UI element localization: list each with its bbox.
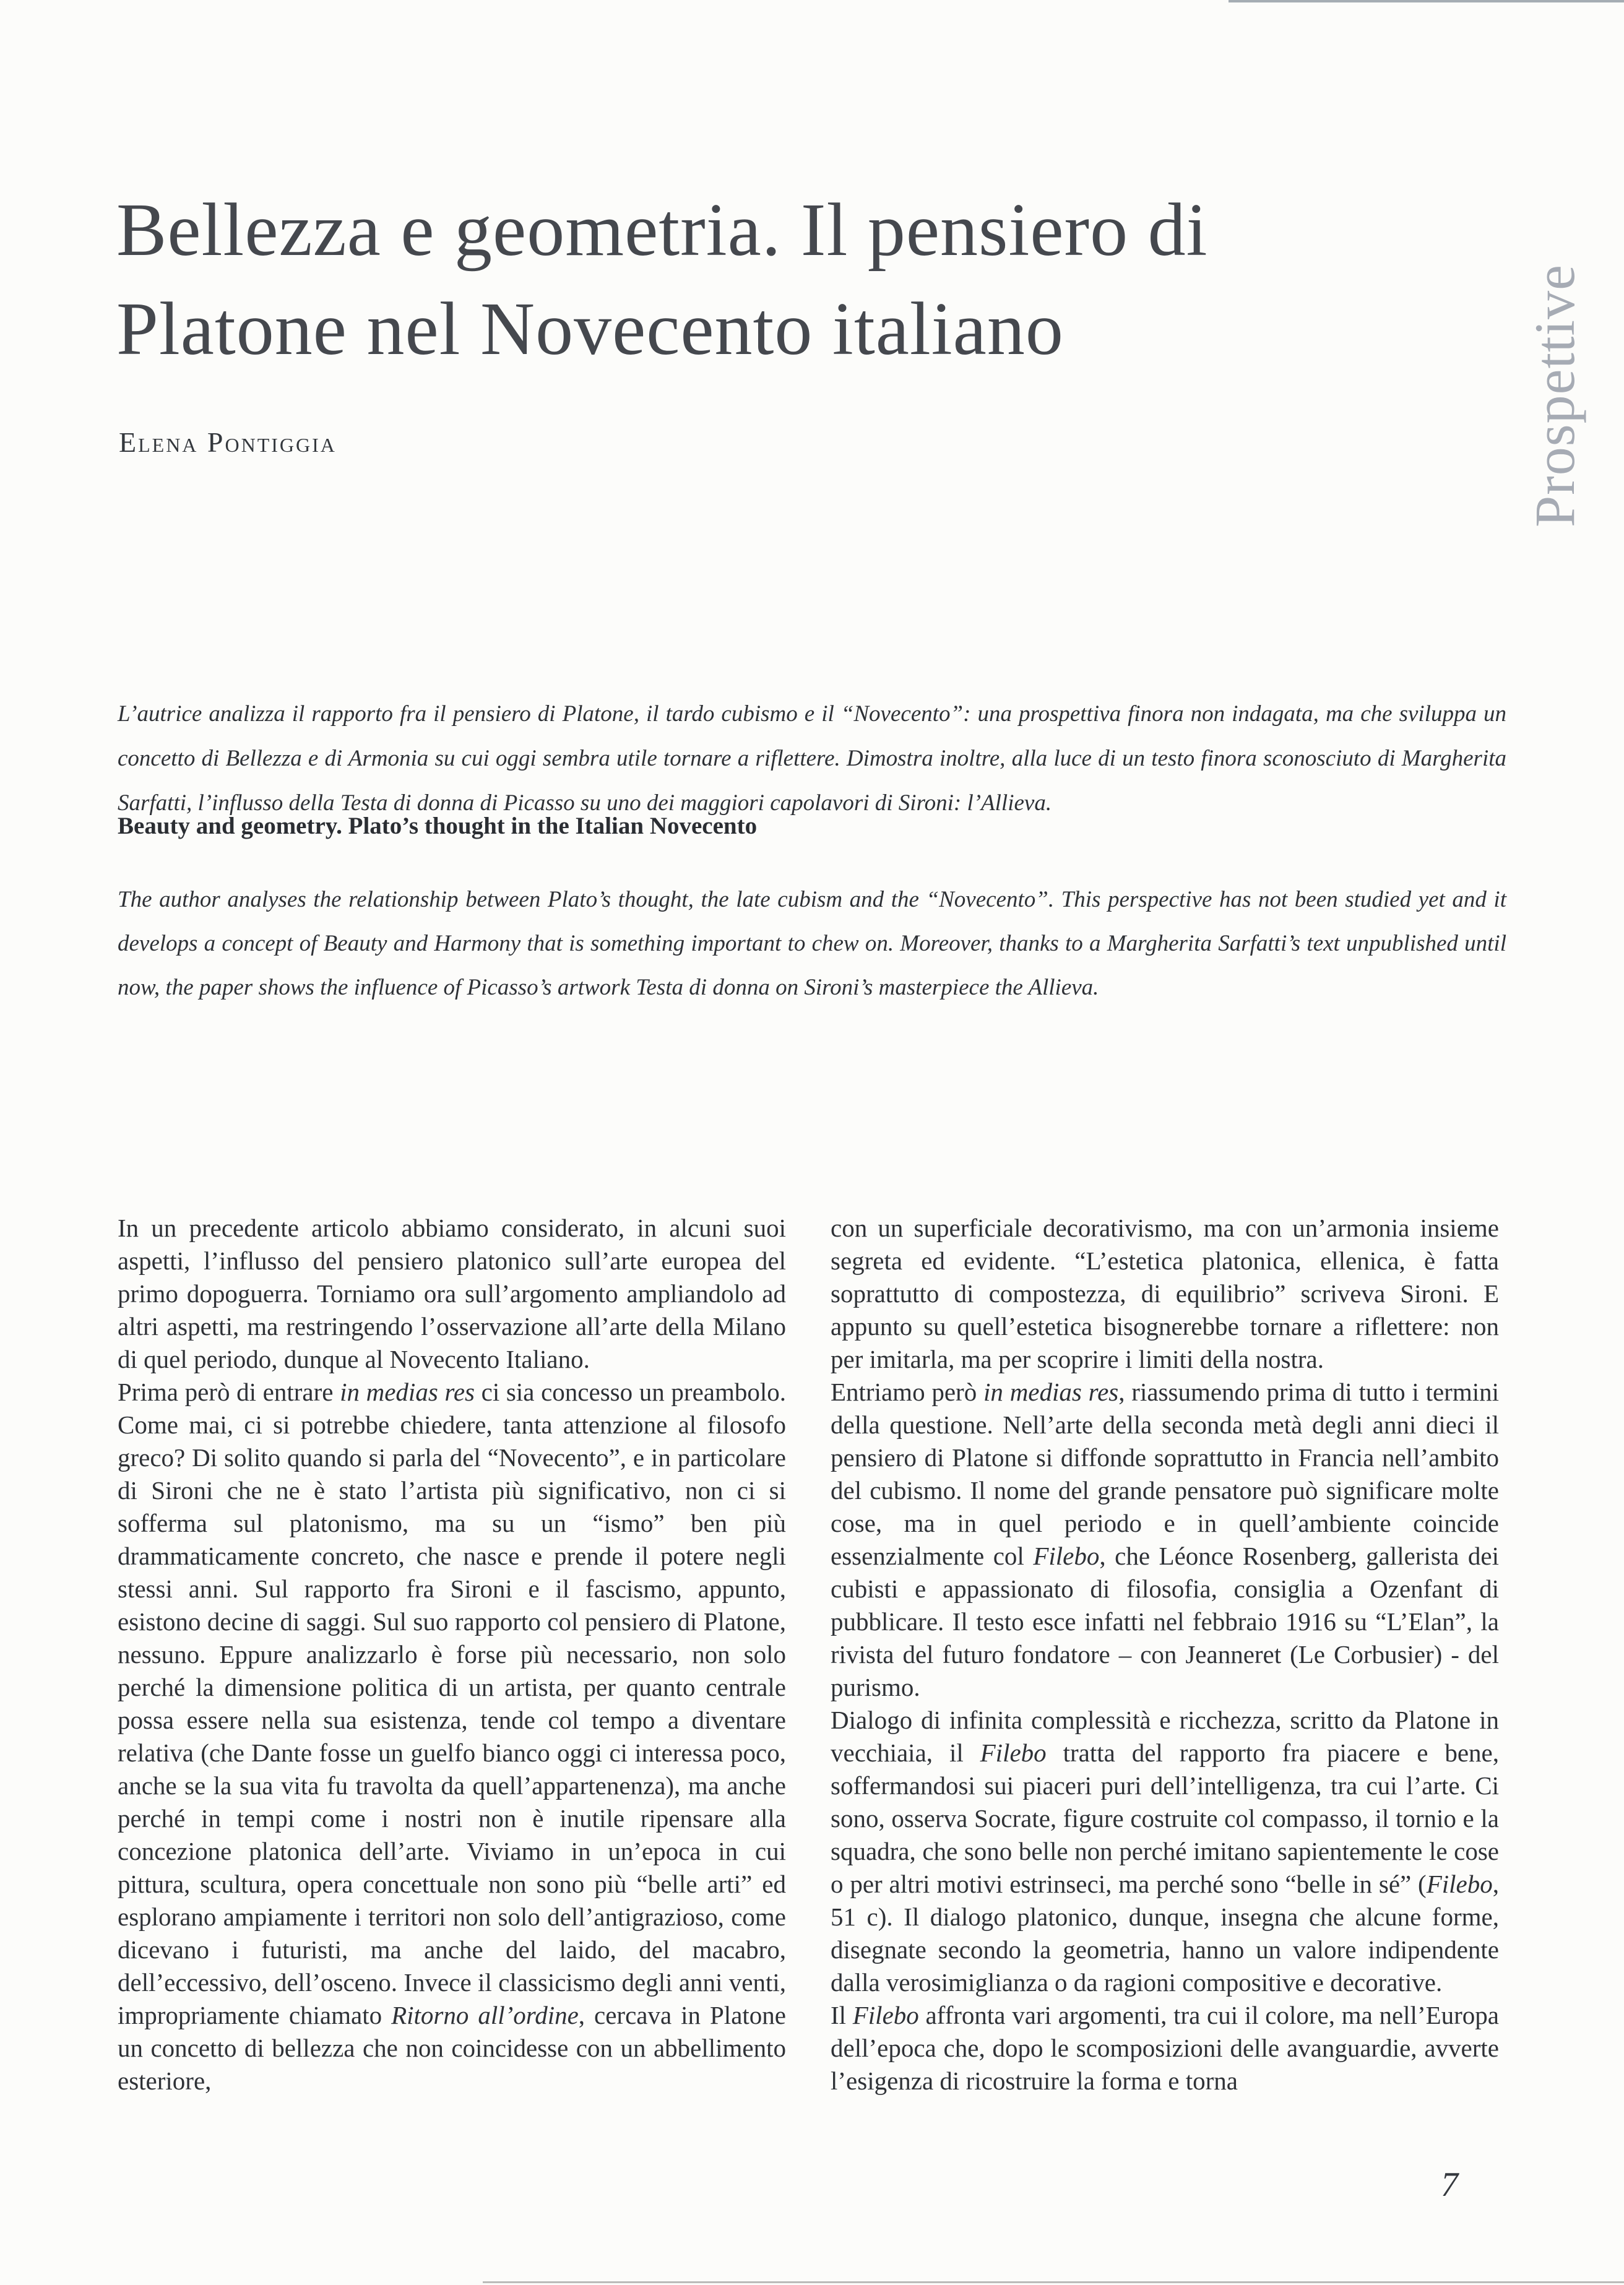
paragraph: In un precedente articolo abbiamo considerato, in alcuni suoi aspetti, l’influsso del pensiero platonico sull’arte europea del primo dopoguerra. Torniamo ora sull’argomento ampliandolo ad altri aspetti, ma restringendo l’osservazione all’arte della Milano di quel periodo, dunque al Novecento Italiano.: [118, 1214, 786, 1373]
section-side-label-box: [1518, 218, 1592, 527]
page-number: 7: [1441, 2166, 1458, 2204]
scan-artifact-top-edge: [1229, 0, 1624, 2]
paragraph: Dialogo di infinita complessità e ricchezza, scritto da Platone in vecchiaia, il Filebo tratta del rapporto fra piacere e bene, soffermandosi sui piaceri puri dell’intelligenza, tra cui l’arte. Ci sono, osserva Socrate, figure costruite col compasso, il tornio e la squadra, che sono belle non perché imitano sapientemente le cose o per altri motivi estrinseci, ma perché sono “belle in sé” (Filebo, 51 c). Il dialogo platonico, dunque, insegna che alcune forme, disegnate secondo la geometria, hanno un valore indipendente dalla verosimiglianza o da ragioni compositive e decorative.: [831, 1706, 1499, 1997]
paragraph: Prima però di entrare in medias res ci sia concesso un preambolo. Come mai, ci si potrebbe chiedere, tanta attenzione al filosofo greco? Di solito quando si parla del “Novecento”, e in particolare di Sironi che ne è stato l’artista più significativo, non ci si sofferma sul platonismo, ma su un “ismo” ben più drammaticamente concreto, che nasce e prende il potere negli stessi anni. Sul rapporto fra Sironi e il fascismo, appunto, esistono decine di saggi. Sul suo rapporto col pensiero di Platone, nessuno. Eppure analizzarlo è forse più necessario, non solo perché la dimensione politica di un artista, per quanto centrale possa essere nella sua esistenza, tende col tempo a diventare relativa (che Dante fosse un guelfo bianco oggi ci interessa poco, anche se la sua vita fu travolta da quell’appartenenza), ma anche perché in tempi come i nostri non è inutile ripensare alla concezione platonica dell’arte. Viviamo in un’epoca in cui pittura, scultura, opera concettuale non sono più “belle arti” ed esplorano ampiamente i territori non solo dell’antigrazioso, come dicevano i futuristi, ma anche del laido, del macabro, dell’eccessivo, dell’osceno. Invece il classicismo degli anni venti, impropriamente chiamato Ritorno all’ordine, cercava in Platone un concetto di bellezza che non coincidesse con un abbellimento esteriore,: [118, 1378, 786, 2095]
author-name: Elena Pontiggia: [119, 426, 337, 458]
article-title: Bellezza e geometria. Il pensiero di Platone nel Novecento italiano: [116, 188, 1208, 371]
paragraph: Entriamo però in medias res, riassumendo prima di tutto i termini della questione. Nell’arte della seconda metà degli anni dieci il pensiero di Platone si diffonde soprattutto in Francia nell’ambito del cubismo. Il nome del grande pensatore può significare molte cose, ma in quel periodo e in quell’ambiente coincide essenzialmente col Filebo, che Léonce Rosenberg, gallerista dei cubisti e appassionato di filosofia, consiglia a Ozenfant di pubblicare. Il testo esce infatti nel febbraio 1916 su “L’Elan”, la rivista del futuro fondatore – con Jeanneret (Le Corbusier) - del purismo.: [831, 1378, 1500, 1701]
paragraph: con un superficiale decorativismo, ma con un’armonia insieme segreta ed evidente. “L’estetica platonica, ellenica, è fatta soprattutto di compostezza, di equilibrio” scriveva Sironi. E appunto su quell’estetica bisognerebbe tornare a riflettere: non per imitarla, ma per scoprire i limiti della nostra.: [831, 1214, 1499, 1373]
section-side-label: Prospettive: [1523, 264, 1586, 527]
column-right: [831, 1212, 1499, 2097]
abstract-english: The author analyses the relationship between Plato’s thought, the late cubism and the “Novecento”. This perspective has not been studied yet and it develops a concept of Beauty and Harmony that is something important to chew on. Moreover, thanks to a Margherita Sarfatti’s text unpublished until now, the paper shows the influence of Picasso’s artwork Testa di donna on Sironi’s masterpiece the Allieva.: [118, 887, 1506, 1000]
column-left: [118, 1212, 786, 2097]
scan-artifact-bottom-edge: [483, 2281, 1624, 2283]
abstract-english-heading: Beauty and geometry. Plato’s thought in the Italian Novecento: [118, 813, 758, 839]
paragraph: Il Filebo affronta vari argomenti, tra cui il colore, ma nell’Europa dell’epoca che, dopo le scomposizioni delle avanguardie, avverte l’esigenza di ricostruire la forma e torna: [831, 2001, 1499, 2095]
abstract-italian: L’autrice analizza il rapporto fra il pensiero di Platone, il tardo cubismo e il “Novecento”: una prospettiva finora non indagata, ma che sviluppa un concetto di Bellezza e di Armonia su cui oggi sembra utile tornare a riflettere. Dimostra inoltre, alla luce di un testo finora sconosciuto di Margherita Sarfatti, l’influsso della Testa di donna di Picasso su uno dei maggiori capolavori di Sironi: l’Allieva.: [118, 701, 1506, 816]
